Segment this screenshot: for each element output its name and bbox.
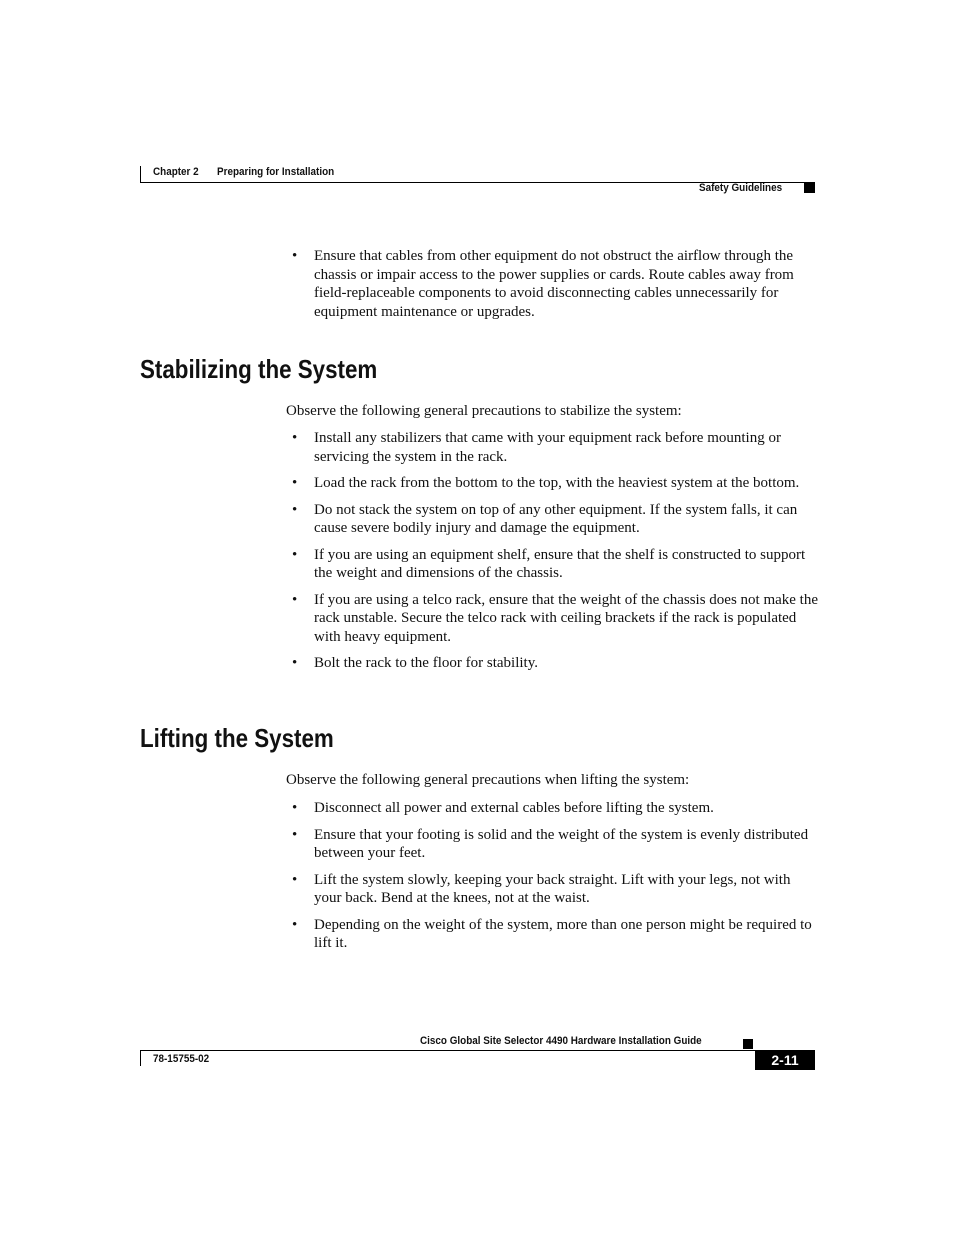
header-marker-square bbox=[804, 183, 815, 193]
stabilizing-intro: Observe the following general precautions to stabilize the system: bbox=[286, 403, 682, 419]
list-item: • Bolt the rack to the floor for stability. bbox=[292, 655, 538, 671]
list-item: • Install any stabilizers that came with your equipment rack before mounting or servicing the system in the rack. bbox=[292, 430, 781, 465]
list-item: • Do not stack the system on top of any other equipment. If the system falls, it can cause severe bodily injury and damage the equipment. bbox=[292, 501, 798, 536]
section-title-stabilizing: Stabilizing the System bbox=[140, 354, 378, 384]
header-chapter: Chapter 2 bbox=[153, 166, 199, 178]
list-item: • Lift the system slowly, keeping your back straight. Lift with your legs, not with your back. Bend at the knees, not at the waist. bbox=[292, 871, 791, 906]
stabilizing-bullet-list bbox=[290, 429, 820, 681]
section-title-lifting: Lifting the System bbox=[140, 723, 334, 753]
list-item: • Depending on the weight of the system, more than one person might be required to lift it. bbox=[292, 916, 812, 951]
footer-rule bbox=[140, 1050, 755, 1051]
footer-guide-title: Cisco Global Site Selector 4490 Hardware Installation Guide bbox=[420, 1035, 702, 1047]
list-item: • Ensure that cables from other equipment do not obstruct the airflow through the chassis or impair access to the power supplies or cards. Route cables away from field-replaceable components to avoid disconnecting cables unnecessarily for equipment maintenance or upgrades. bbox=[292, 248, 794, 320]
lifting-intro: Observe the following general precautions when lifting the system: bbox=[286, 772, 690, 788]
list-item: • Load the rack from the bottom to the top, with the heaviest system at the bottom. bbox=[292, 475, 800, 491]
header-left-tick bbox=[140, 166, 141, 182]
list-item: • Disconnect all power and external cables before lifting the system. bbox=[292, 800, 714, 816]
footer-doc-number: 78-15755-02 bbox=[153, 1053, 210, 1065]
footer-marker-square bbox=[743, 1039, 753, 1049]
list-item: • Ensure that your footing is solid and the weight of the system is evenly distributed between your feet. bbox=[292, 826, 809, 861]
header-chapter-title: Preparing for Installation bbox=[217, 166, 335, 178]
header-section: Safety Guidelines bbox=[699, 182, 783, 194]
top-bullet-list bbox=[290, 247, 820, 329]
list-item: • If you are using an equipment shelf, ensure that the shelf is constructed to support the weight and dimensions of the chassis. bbox=[292, 546, 806, 581]
footer-left-tick bbox=[140, 1050, 141, 1066]
page-number: 2-11 bbox=[755, 1050, 815, 1070]
lifting-bullet-list bbox=[290, 799, 820, 961]
list-item: • If you are using a telco rack, ensure that the weight of the chassis does not make the rack unstable. Secure the telco rack with ceiling brackets if the rack is populated with heavy equipment. bbox=[292, 591, 819, 645]
